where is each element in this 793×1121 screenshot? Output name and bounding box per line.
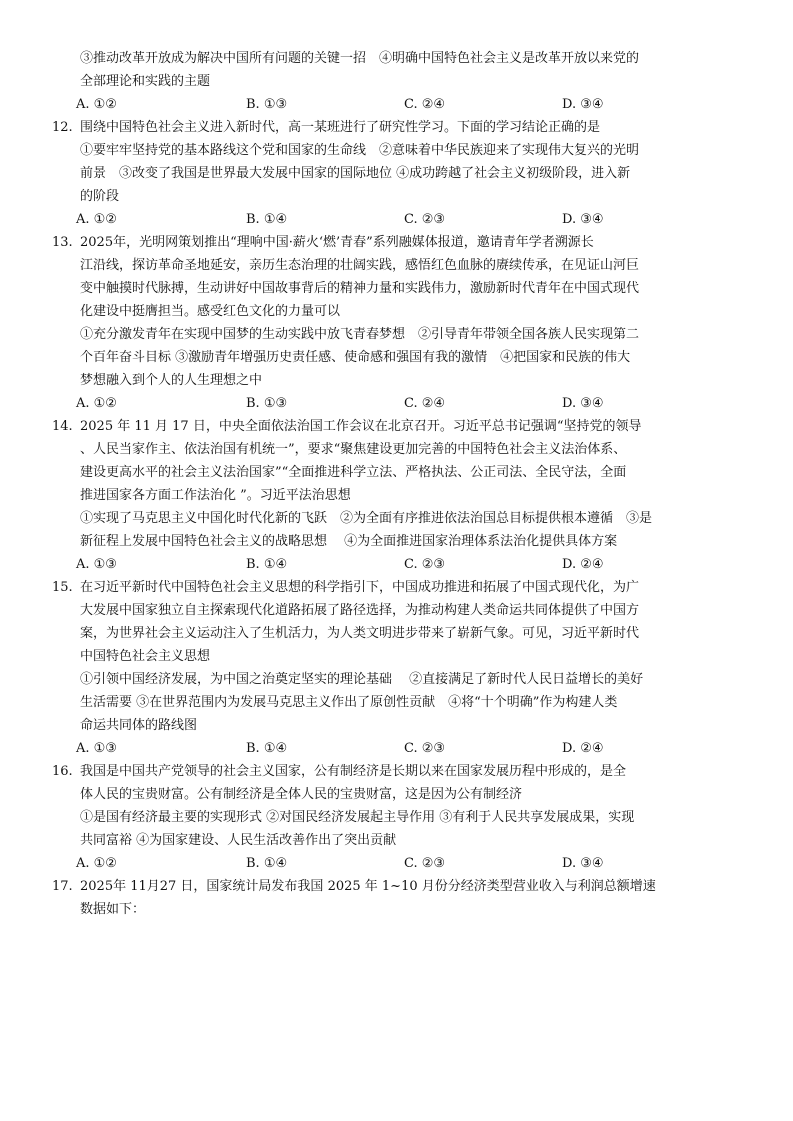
- question-13-options: [76, 393, 696, 415]
- question-12-line: 前景 ③改变了我国是世界最大发展中国家的国际地位 ④成功跨越了社会主义初级阶段，进入新: [80, 166, 631, 181]
- question-15-line: 在习近平新时代中国特色社会主义思想的科学指引下，中国成功推进和拓展了中国式现代化，为广: [80, 580, 640, 595]
- question-17-line: 数据如下：: [80, 902, 146, 917]
- question-16-line: ①是国有经济最主要的实现形式 ②对国民经济发展起主导作用 ③有利于人民共享发展成果，实现: [80, 810, 635, 825]
- option-a: A. ①②: [76, 97, 117, 112]
- question-11-line: ③推动改革开放成为解决中国所有问题的关键一招 ④明确中国特色社会主义是改革开放以来党的: [80, 51, 640, 66]
- question-15-line: 大发展中国家独立自主探索现代化道路拓展了路径选择，为推动构建人类命运共同体提供了中国方: [80, 603, 640, 618]
- question-15-line: 案，为世界社会主义运动注入了生机活力，为人类文明进步带来了崭新气象。可见，习近平新时代: [80, 626, 640, 641]
- option-b: B. ①④: [246, 557, 288, 572]
- option-d: D. ③④: [562, 97, 604, 112]
- question-15-line: 中国特色社会主义思想: [80, 649, 211, 664]
- question-16-options: [76, 853, 696, 875]
- option-c: C. ②③: [404, 741, 446, 756]
- question-13-line: 2025年，光明网策划推出“理响中国·薪火‘燃’青春”系列融媒体报道，邀请青年学者溯源长: [80, 235, 594, 250]
- question-13-number: 13.: [52, 235, 73, 250]
- option-a: A. ①②: [76, 856, 117, 871]
- option-c: C. ②③: [404, 856, 446, 871]
- question-13-line: 个百年奋斗目标 ③激励青年增强历史责任感、使命感和强国有我的激情 ④把国家和民族的伟大: [80, 350, 631, 365]
- question-16-line: 我国是中国共产党领导的社会主义国家，公有制经济是长期以来在国家发展历程中形成的，是全: [80, 764, 627, 779]
- question-16-number: 16.: [52, 764, 73, 779]
- question-12-options: [76, 209, 696, 231]
- option-b: B. ①③: [246, 396, 288, 411]
- question-16-line: 共同富裕 ④为国家建设、人民生活改善作出了突出贡献: [80, 833, 397, 848]
- question-13-line: 梦想融入到个人的人生理想之中: [80, 373, 263, 388]
- option-a: A. ①③: [76, 557, 117, 572]
- question-15-line: ①引领中国经济发展，为中国之治奠定坚实的理论基础 ②直接满足了新时代人民日益增长的美好: [80, 672, 644, 687]
- question-14-number: 14.: [52, 419, 73, 434]
- question-14-line: 2025 年 11 月 17 日，中央全面依法治国工作会议在北京召开。习近平总书记强调“坚持党的领导: [80, 419, 642, 434]
- question-15-options: [76, 738, 696, 760]
- question-14-line: 建设更高水平的社会主义法治国家”“全面推进科学立法、严格执法、公正司法、全民守法，全面: [80, 465, 627, 480]
- option-b: B. ①④: [246, 741, 288, 756]
- option-b: B. ①④: [246, 212, 288, 227]
- question-17-number: 17.: [52, 879, 73, 894]
- question-13-line: 江沿线，探访革命圣地延安，亲历生态治理的壮阔实践，感悟红色血脉的赓续传承，在见证山河巨: [80, 258, 640, 273]
- option-a: A. ①②: [76, 212, 117, 227]
- option-d: D. ②④: [562, 741, 604, 756]
- question-12-line: 的阶段: [80, 189, 120, 204]
- question-14-line: ①实现了马克思主义中国化时代化新的飞跃 ②为全面有序推进依法治国总目标提供根本遵循 ③是: [80, 511, 653, 526]
- option-d: D. ③④: [562, 396, 604, 411]
- question-16-line: 体人民的宝贵财富。公有制经济是全体人民的宝贵财富，这是因为公有制经济: [80, 787, 523, 802]
- option-b: B. ①③: [246, 97, 288, 112]
- question-11-options: [76, 94, 696, 116]
- option-a: A. ①②: [76, 396, 117, 411]
- question-13-line: 化建设中挺膺担当。感受红色文化的力量可以: [80, 304, 341, 319]
- question-12-line: ①要牢牢坚持党的基本路线这个党和国家的生命线 ②意味着中华民族迎来了实现伟大复兴的光明: [80, 143, 640, 158]
- question-14-line: 新征程上发展中国特色社会主义的战略思想 ④为全面推进国家治理体系法治化提供具体方案: [80, 534, 618, 549]
- question-12-line: 围绕中国特色社会主义进入新时代，高一某班进行了研究性学习。下面的学习结论正确的是: [80, 120, 601, 135]
- option-d: D. ③④: [562, 856, 604, 871]
- option-d: D. ③④: [562, 212, 604, 227]
- question-15-line: 生活需要 ③在世界范围内为发展马克思主义作出了原创性贡献 ④将“十个明确”作为构建人类: [80, 695, 618, 710]
- option-b: B. ①④: [246, 856, 288, 871]
- question-17-line: 2025年 11月27 日，国家统计局发布我国 2025 年 1~10 月份分经济类型营业收入与利润总额增速: [80, 879, 656, 894]
- option-c: C. ②③: [404, 557, 446, 572]
- option-c: C. ②③: [404, 212, 446, 227]
- option-d: D. ②④: [562, 557, 604, 572]
- question-14-line: 、人民当家作主、依法治国有机统一”，要求“聚焦建设更加完善的中国特色社会主义法治体系、: [80, 442, 627, 457]
- option-c: C. ②④: [404, 396, 446, 411]
- option-a: A. ①③: [76, 741, 117, 756]
- question-13-line: 变中触摸时代脉搏，生动讲好中国故事背后的精神力量和实践伟力，激励新时代青年在中国式现代: [80, 281, 640, 296]
- question-15-line: 命运共同体的路线图: [80, 718, 198, 733]
- question-14-options: [76, 554, 696, 576]
- question-13-line: ①充分激发青年在实现中国梦的生动实践中放飞青春梦想 ②引导青年带领全国各族人民实现第二: [80, 327, 640, 342]
- option-c: C. ②④: [404, 97, 446, 112]
- question-12-number: 12.: [52, 120, 73, 135]
- question-15-number: 15.: [52, 580, 73, 595]
- question-14-line: 推进国家各方面工作法治化 ”。习近平法治思想: [80, 488, 351, 503]
- question-11-line: 全部理论和实践的主题: [80, 74, 211, 89]
